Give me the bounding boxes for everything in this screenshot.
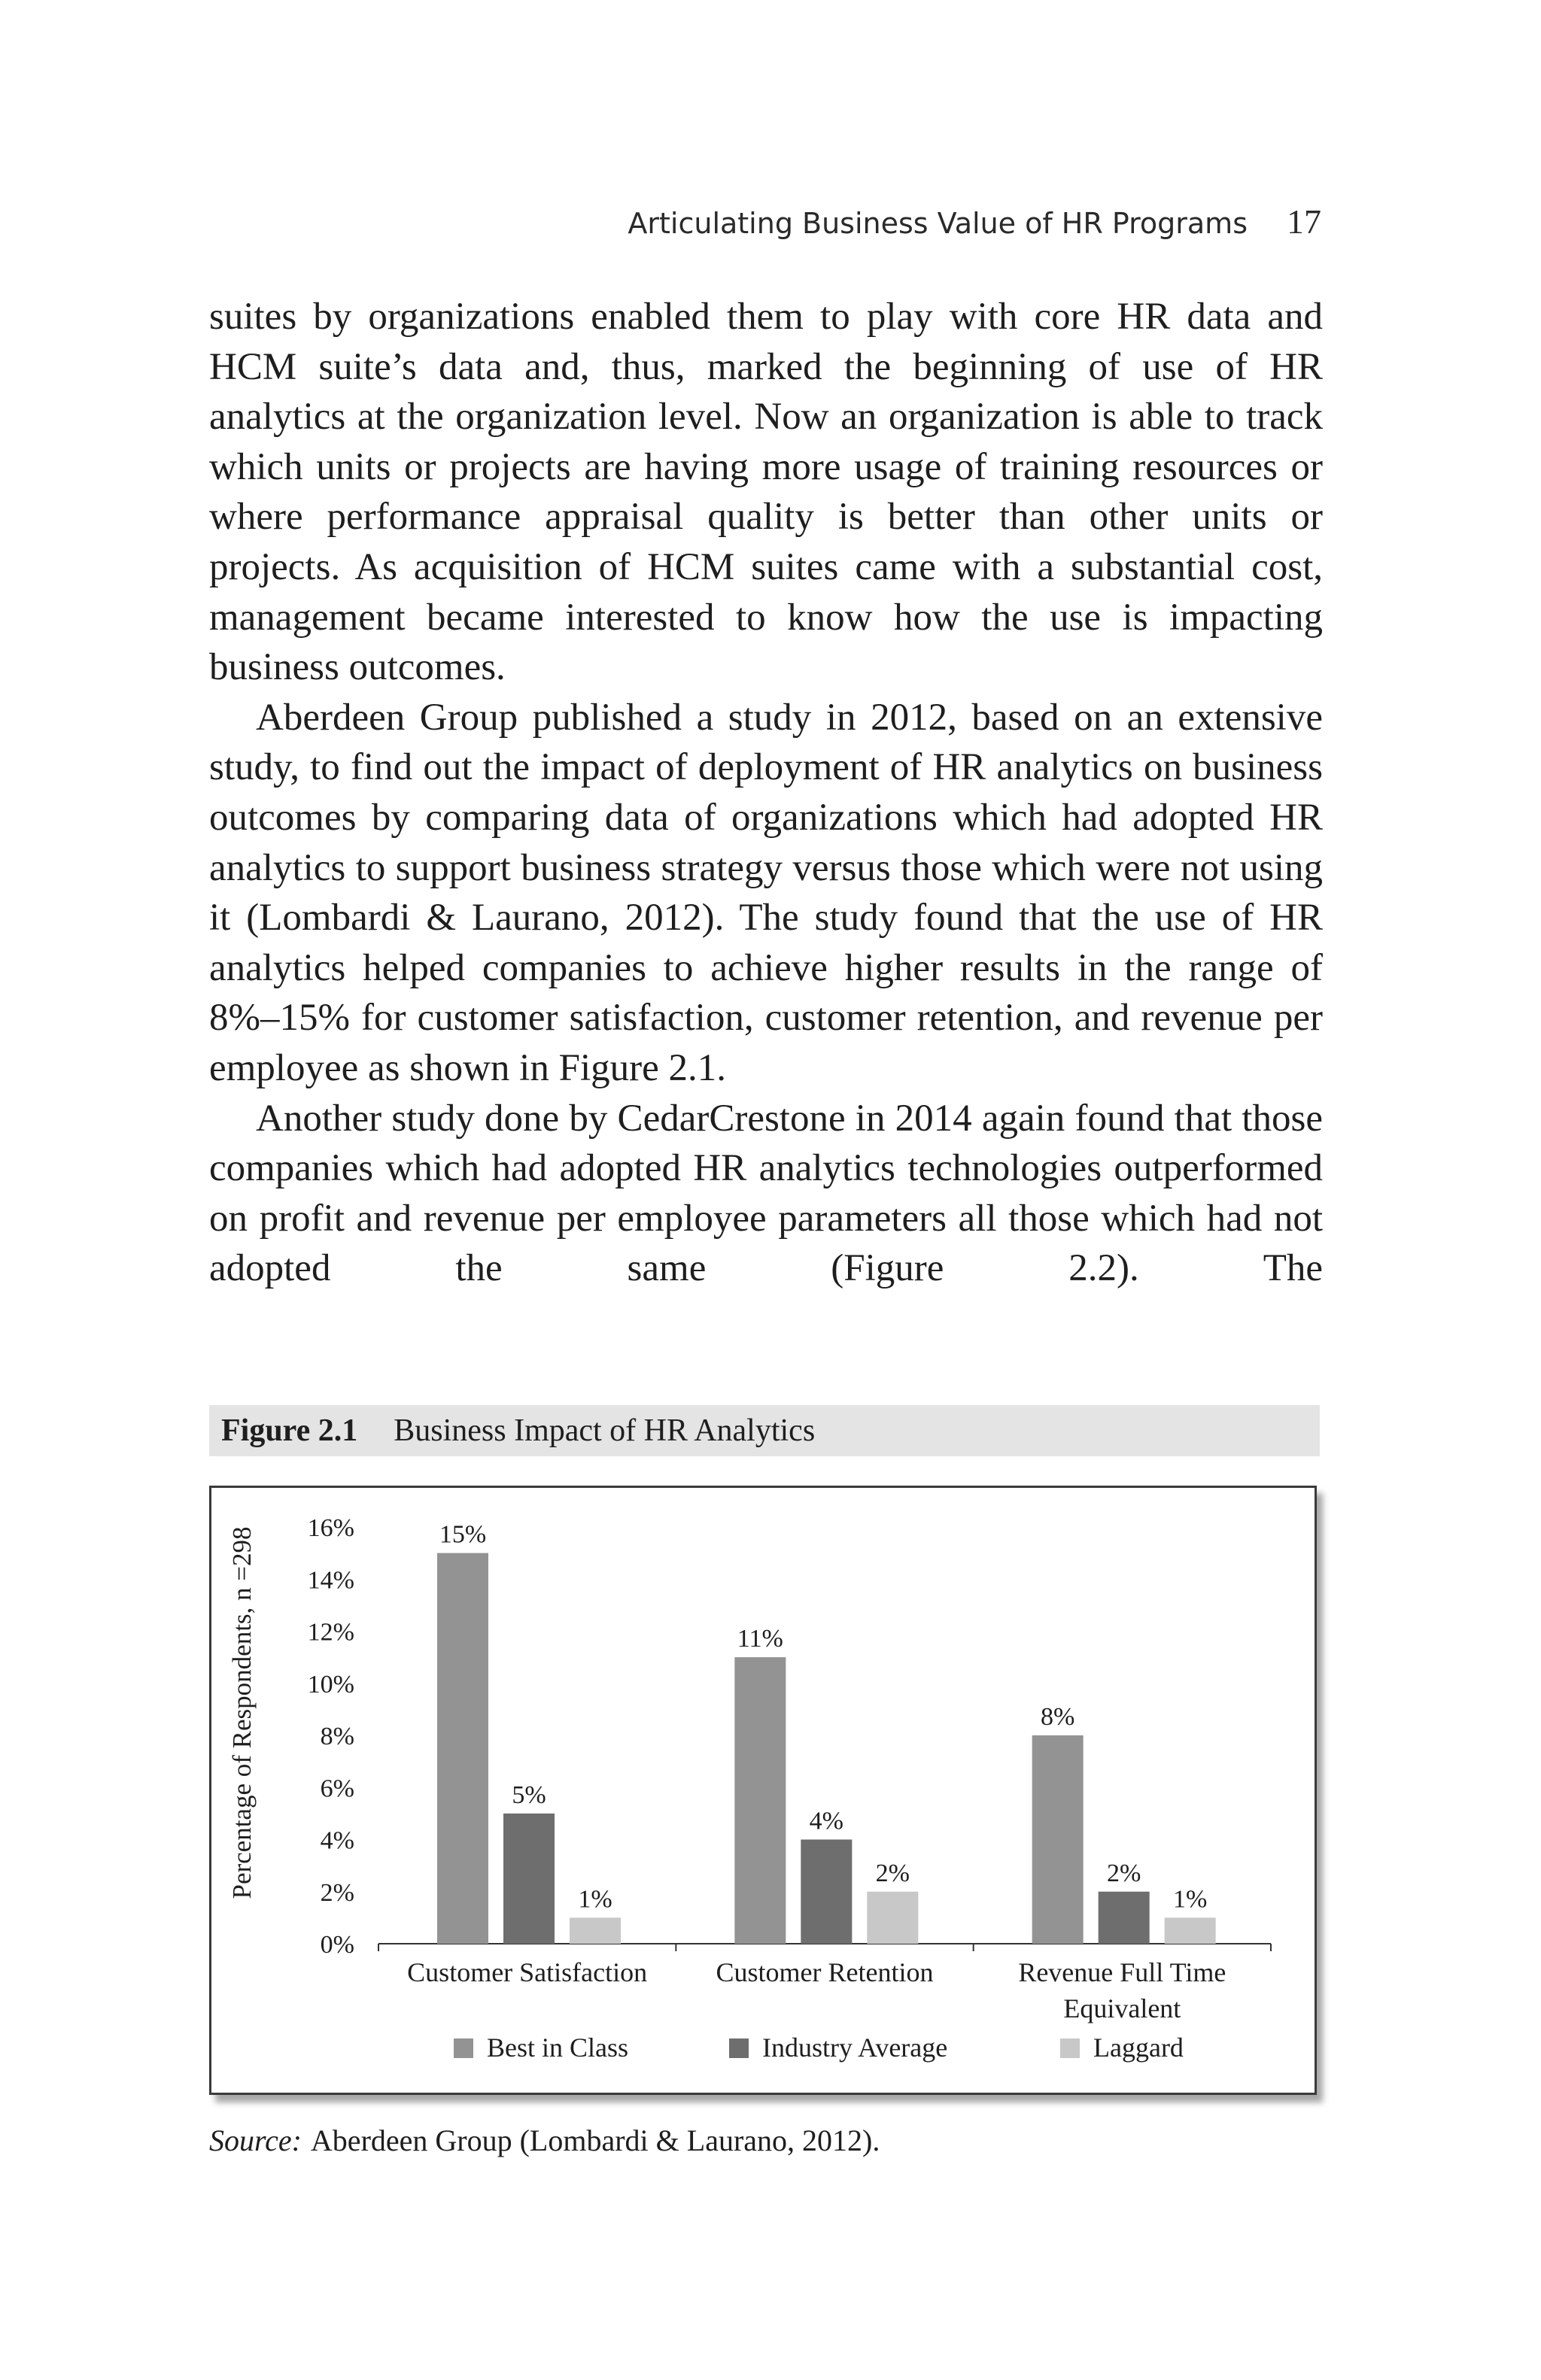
bar <box>801 1840 852 1944</box>
y-tick-label: 8% <box>320 1723 354 1750</box>
body-text <box>209 292 1323 1294</box>
bar <box>1099 1892 1150 1944</box>
source-label: Source: <box>209 2123 302 2157</box>
data-label: 4% <box>809 1807 843 1835</box>
legend-label: Best in Class <box>487 2032 629 2063</box>
data-label: 8% <box>1041 1703 1075 1731</box>
paragraph-1: suites by organizations enabled them to play with core HR data and HCM suite’s data and, thus, marked the beginning of use of HR analytics at the organization level. Now an organization is able to track which units or projects are having more usage of training resources or where performance appraisal quality is better than other units or projects. As acquisition of HCM suites came with a substantial cost, management became interested to know how the use is impacting business outcomes. <box>209 296 1323 689</box>
x-category-label: Equivalent <box>1063 1993 1181 2023</box>
figure-source <box>209 2123 880 2158</box>
data-label: 11% <box>737 1625 783 1653</box>
chart-frame <box>209 1486 1317 2095</box>
y-tick-label: 12% <box>307 1618 354 1647</box>
legend-label: Industry Average <box>762 2032 948 2063</box>
y-tick-label: 6% <box>320 1774 354 1803</box>
running-head <box>628 202 1321 241</box>
x-category-label: Customer Satisfaction <box>407 1957 648 1987</box>
bar-chart <box>211 1488 1315 2093</box>
x-category-label: Customer Retention <box>716 1957 934 1987</box>
y-tick-label: 10% <box>307 1670 354 1698</box>
bar <box>734 1657 786 1944</box>
source-text: Aberdeen Group (Lombardi & Laurano, 2012). <box>310 2123 880 2157</box>
legend-swatch <box>1060 2038 1080 2058</box>
page-number: 17 <box>1287 202 1321 241</box>
y-tick-label: 0% <box>320 1931 354 1959</box>
figure-caption <box>209 1405 1320 1456</box>
paragraph-2: Aberdeen Group published a study in 2012, based on an extensive study, to find out the impact of deployment of HR analytics on business outcomes by comparing data of organizations which had adopted HR analytics to support business strategy versus those which were not using it (Lombardi & Laurano, 2012). The study found that the use of HR analytics helped companies to achieve higher results in the range of 8%–15% for customer satisfaction, customer retention, and revenue per employee as shown in Figure 2.1. <box>209 696 1323 1089</box>
legend-swatch <box>454 2038 473 2058</box>
data-label: 2% <box>1107 1859 1141 1887</box>
x-category-label: Revenue Full Time <box>1018 1957 1226 1987</box>
legend-swatch <box>729 2038 749 2058</box>
data-label: 5% <box>512 1780 546 1809</box>
bar <box>503 1814 555 1944</box>
bar <box>570 1917 621 1944</box>
y-axis-label: Percentage of Respondents, n =298 <box>227 1526 257 1899</box>
bar <box>437 1553 488 1944</box>
data-label: 15% <box>439 1520 487 1549</box>
paragraph-3: Another study done by CedarCrestone in 2014 again found that those companies which had adopted HR analytics technologies outperformed on profit and revenue per employee parameters all those which had not adopted the same (Figure 2.2). The <box>209 1097 1323 1290</box>
y-tick-label: 2% <box>320 1878 354 1907</box>
figure-title: Business Impact of HR Analytics <box>394 1413 816 1448</box>
figure-label: Figure 2.1 <box>221 1413 358 1448</box>
y-tick-label: 14% <box>307 1566 354 1595</box>
data-label: 1% <box>578 1885 612 1914</box>
data-label: 2% <box>875 1859 910 1887</box>
bar <box>1032 1735 1084 1944</box>
y-tick-label: 4% <box>320 1826 354 1855</box>
data-label: 1% <box>1173 1885 1208 1914</box>
bar <box>867 1892 918 1944</box>
y-tick-label: 16% <box>307 1514 354 1542</box>
running-head-title: Articulating Business Value of HR Programs <box>628 207 1248 240</box>
bar <box>1165 1917 1216 1944</box>
legend-label: Laggard <box>1093 2032 1184 2063</box>
